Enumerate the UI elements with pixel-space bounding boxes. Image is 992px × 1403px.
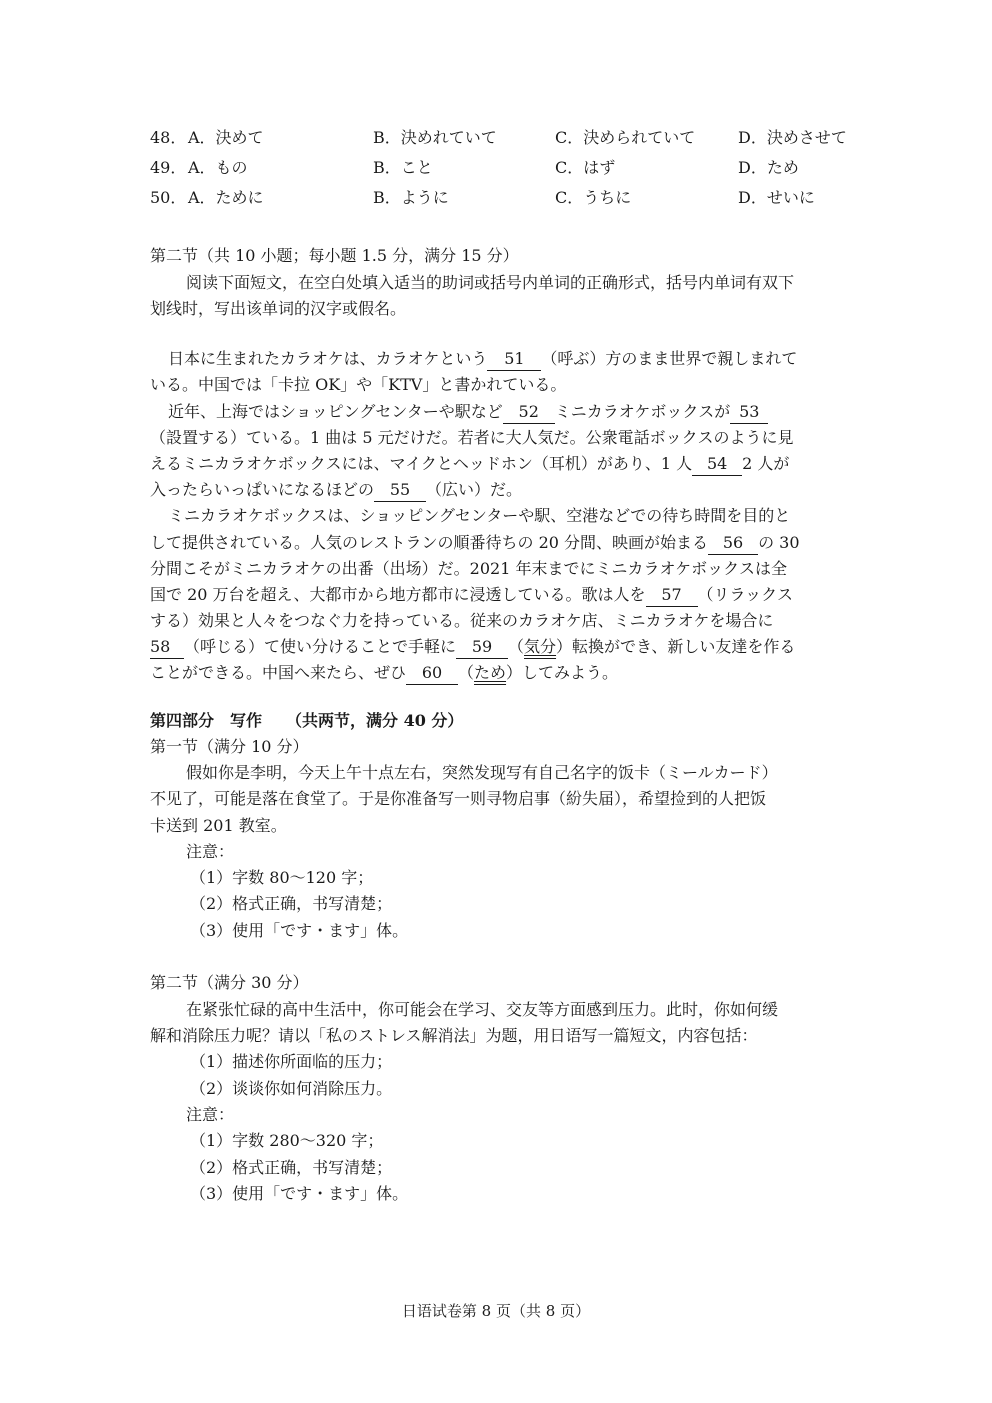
passage-line: する）効果と人々をつなぐ力を持っている。従来のカラオケ店、ミニカラオケを場合に — [150, 611, 774, 630]
passage-line: 近年、上海ではショッピングセンターや駅など 52 ミニカラオケボックスが 53 — [168, 399, 768, 425]
option-d: D．決めさせて — [738, 128, 847, 147]
double-underlined-word: 気分 — [524, 637, 557, 656]
blank-54: 54 — [692, 453, 742, 476]
question-49-options — [150, 153, 870, 183]
note-item: （3）使用「です・ます」体。 — [190, 921, 409, 940]
instruction-text: 阅读下面短文，在空白处填入适当的助词或括号内单词的正确形式，括号内单词有双下 — [186, 273, 795, 292]
option-c: C．うちに — [555, 188, 632, 207]
prompt-text: 卡送到 201 教室。 — [150, 816, 287, 835]
passage-line: して提供されている。人気のレストランの順番待ちの 20 分間、映画が始まる 56 の 30 — [150, 530, 800, 556]
prompt-text: 解和消除压力呢？请以「私のストレス解消法」为题，用日语写一篇短文，内容包括： — [150, 1026, 758, 1045]
passage-line: 分間こそがミニカラオケの出番（出场）だ。2021 年末までにミニカラオケボックスは全 — [150, 559, 788, 578]
question-number: 49． — [150, 158, 187, 177]
section-heading: 第二节（满分 30 分） — [150, 973, 309, 992]
passage-line: ことができる。中国へ来たら、ぜひ 60 （ため）してみよう。 — [150, 660, 618, 686]
question-number: 48． — [150, 128, 187, 147]
prompt-text: 不见了，可能是落在食堂了。于是你准备写一则寻物启事（紛失届），希望捡到的人把饭 — [150, 789, 767, 808]
blank-59: 59 — [456, 636, 508, 659]
blank-53: 53 — [730, 401, 768, 424]
blank-56: 56 — [708, 532, 758, 555]
passage-line: えるミニカラオケボックスには、マイクとヘッドホン（耳机）があり、1 人 54 2 人が — [150, 451, 789, 477]
option-b: B．ように — [373, 188, 449, 207]
content-item: （1）描述你所面临的压力； — [190, 1052, 393, 1071]
question-50-options — [150, 183, 870, 213]
note-item: （3）使用「です・ます」体。 — [190, 1184, 409, 1203]
section-heading: 第一节（满分 10 分） — [150, 737, 309, 756]
passage-line: （設置する）ている。1 曲は 5 元だけだ。若者に大人気だ。公衆電話ボックスのように見 — [150, 428, 794, 447]
section-heading: 第二节（共 10 小题；每小题 1.5 分，满分 15 分） — [150, 246, 519, 265]
option-a: A．もの — [188, 158, 248, 177]
question-number: 50． — [150, 188, 187, 207]
option-c: C．はず — [555, 158, 616, 177]
blank-55: 55 — [374, 479, 426, 502]
note-label: 注意： — [186, 1105, 235, 1124]
passage-line: ミニカラオケボックスは、ショッピングセンターや駅、空港などでの待ち時間を目的と — [168, 506, 791, 525]
option-b: B．決めれていて — [373, 128, 497, 147]
question-48-options — [150, 123, 870, 153]
note-label: 注意： — [186, 842, 235, 861]
passage-line: いる。中国では「卡拉 OK」や「KTV」と書かれている。 — [150, 375, 567, 394]
option-a: A．ために — [188, 188, 264, 207]
note-item: （1）字数 280～320 字； — [190, 1131, 384, 1150]
page-footer: 日语试卷第 8 页（共 8 页） — [401, 1302, 591, 1320]
blank-58: 58 — [150, 636, 184, 659]
passage-line: 入ったらいっぱいになるほどの 55 （広い）だ。 — [150, 477, 522, 503]
double-underlined-word: ため — [474, 663, 507, 682]
passage-line: 58 （呼じる）て使い分けることで手軽に 59 （気分）転換ができ、新しい友達を作る — [150, 634, 795, 660]
content-item: （2）谈谈你如何消除压力。 — [190, 1079, 393, 1098]
blank-52: 52 — [503, 401, 555, 424]
option-d: D．せいに — [738, 188, 815, 207]
blank-60: 60 — [406, 662, 458, 685]
blank-57: 57 — [646, 584, 698, 607]
instruction-text: 划线时，写出该单词的汉字或假名。 — [150, 299, 407, 318]
blank-51: 51 — [487, 348, 541, 371]
option-c: C．決められていて — [555, 128, 696, 147]
option-d: D．ため — [738, 158, 799, 177]
note-item: （2）格式正确，书写清楚； — [190, 1158, 393, 1177]
part-title: 第四部分 写作 （共两节，满分 40 分） — [150, 711, 464, 730]
note-item: （2）格式正确，书写清楚； — [190, 894, 393, 913]
passage-line: 日本に生まれたカラオケは、カラオケという 51 （呼ぶ）方のまま世界で親しまれて — [168, 346, 797, 372]
prompt-text: 假如你是李明，今天上午十点左右，突然发现写有自己名字的饭卡（ミールカード） — [186, 763, 778, 782]
option-a: A．決めて — [188, 128, 264, 147]
prompt-text: 在紧张忙碌的高中生活中，你可能会在学习、交友等方面感到压力。此时，你如何缓 — [186, 1000, 779, 1019]
option-b: B．こと — [373, 158, 433, 177]
passage-line: 国で 20 万台を超え、大都市から地方都市に浸透している。歌は人を 57 （リラックス — [150, 582, 793, 608]
note-item: （1）字数 80～120 字； — [190, 868, 374, 887]
